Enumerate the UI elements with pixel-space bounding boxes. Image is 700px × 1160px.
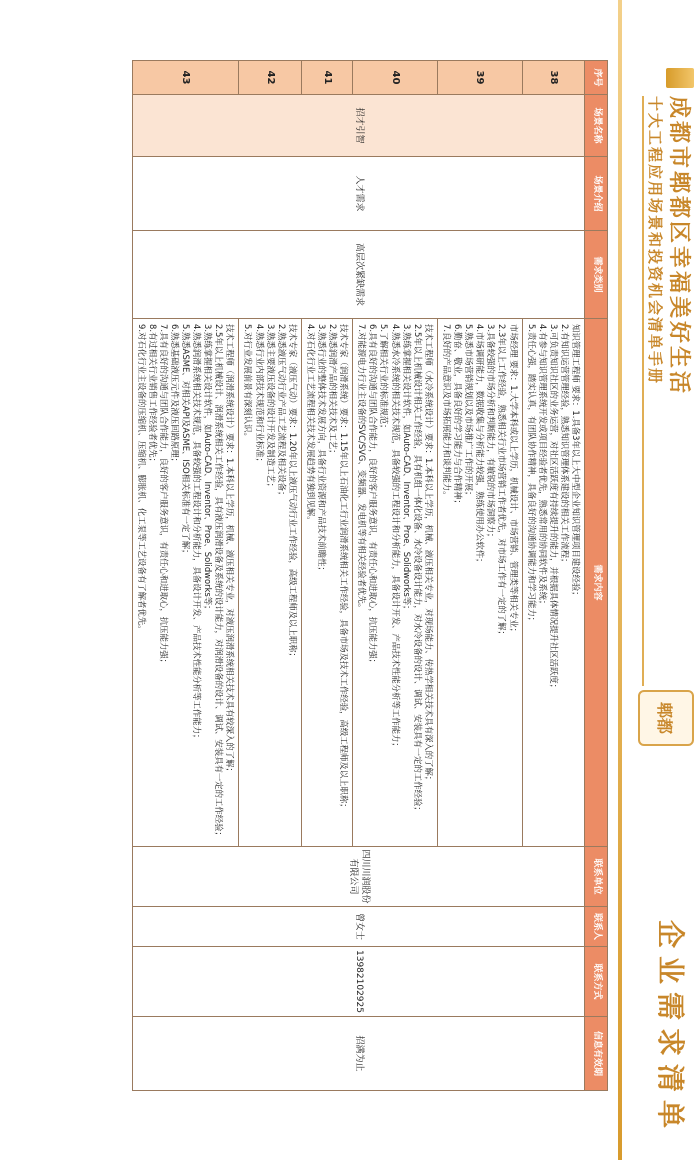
requirement-line: 技术专家（润滑系统）要求：1.15年以上石油化工行业润滑系统相关工作经验，具备市场及技术工作经验，高级工程师及以上职称； bbox=[339, 324, 350, 812]
row-number: 39 bbox=[437, 61, 522, 95]
requirement-line: 2.有知识运营管理经验，熟悉知识管理体系建设的相关工作流程； bbox=[559, 324, 570, 567]
section-title: 企业需求清单 bbox=[654, 919, 687, 1136]
table-header-row bbox=[585, 61, 608, 1091]
requirement-line: 6.具有良好的沟通与团队合作能力，良好的客户服务意识，有责任心和进取心，抗压能力强； bbox=[368, 324, 379, 667]
demand-table bbox=[132, 60, 608, 1091]
requirement-cell bbox=[522, 319, 584, 847]
requirement-line: 5.了解相关行业的标准规范； bbox=[379, 324, 390, 433]
requirement-line: 3.熟悉主要液压设备的设计开发及制造工艺； bbox=[265, 324, 276, 492]
requirement-cell bbox=[239, 319, 301, 847]
requirement-line: 5.熟悉市场营销规划以及市场推广工作的开展； bbox=[464, 324, 475, 500]
bookmark-icon bbox=[666, 68, 694, 88]
requirement-line: 4.熟悉润滑系统相关技术规范，具备较强的工程设计和分析能力，具备设计开发、产品技术性能分析等工作能力； bbox=[192, 324, 203, 743]
requirement-line: 9.对石化行业主设备的压缩机、压缩机、膨胀机、化工泵等工艺设备有了解者优先。 bbox=[136, 324, 147, 634]
title-underline bbox=[642, 96, 644, 686]
row-number: 41 bbox=[301, 61, 352, 95]
requirement-line: 3.可负责知识社区的业务运营，对社区活跃度有持续提升的能力，并根据具体情况提升社区活跃度； bbox=[548, 324, 559, 693]
requirement-cell bbox=[437, 319, 522, 847]
requirement-line: 6.勤奋、敬业，具备良好的学习能力与合作精神； bbox=[453, 324, 464, 508]
requirement-line: 7.对能源电力行业主设备的SVC/SVG、变频器、发电机等有相关经验者优先。 bbox=[357, 324, 368, 613]
brand-badge bbox=[638, 690, 694, 746]
contact-cell: 曾女士 bbox=[132, 907, 584, 947]
row-number: 38 bbox=[522, 61, 584, 95]
page-subtitle: 十大工程应用场景和投资机会清单手册 bbox=[646, 96, 664, 386]
page-title: 成都市郫都区幸福美好生活 bbox=[666, 96, 691, 397]
row-number: 40 bbox=[353, 61, 438, 95]
requirement-line: 5.对行业发展前景有深刻认识。 bbox=[243, 324, 254, 441]
requirement-line: 市场经理 要求：1.大学本科或以上学历，机械设计、市场营销、管理类等相关专业； bbox=[508, 324, 519, 637]
requirement-line: 3.熟练掌握相关设计软件，如Auto-CAD、Inventor、Proe、Solidworks等； bbox=[401, 324, 412, 614]
category-cell: 高层次紧缺需求 bbox=[132, 231, 584, 319]
col-header-content: 需求内容 bbox=[585, 319, 608, 847]
requirement-line: 技术工程师（水冷系统设计）要求：1.本科以上学历，机械、液压相关专业，对现场能力、传热学相关技术具有深入的了解； bbox=[423, 324, 434, 785]
requirement-line: 4.有参与知识管理系统开发或项目经验者优先，熟悉常用的协同软件及系统； bbox=[537, 324, 548, 609]
requirement-line: 3.具备较强的市场分析和判断能力，有敏锐的市场洞察力； bbox=[486, 324, 497, 542]
requirement-line: 4.市场调研能力，数据收集与分析能力较强，熟练使用办公软件； bbox=[475, 324, 486, 567]
requirement-line: 5.熟悉ASME、对相关API及ASME、ISO相关标准有一定了解； bbox=[181, 324, 191, 558]
requirement-line: 7.具有良好的沟通与团队合作能力，良好的客户服务意识，有责任心和进取心，抗压能力强； bbox=[158, 324, 169, 667]
requirement-line: 知识管理工程师 要求：1.具备3年以上大中型企业知识管理项目建设经验； bbox=[571, 324, 581, 600]
requirement-line: 2.熟悉液压气动行业产品工艺流程及相关设备； bbox=[276, 324, 287, 500]
row-number: 42 bbox=[239, 61, 301, 95]
requirement-line: 3.熟练掌握相关设计软件，如Auto-CAD、Inventor、Proe、Solidworks等； bbox=[203, 324, 214, 614]
unit-cell: 四川川润股份有限公司 bbox=[132, 847, 584, 907]
page-header bbox=[612, 0, 700, 1160]
col-header-unit: 联系单位 bbox=[585, 847, 608, 907]
requirement-line: 2.5年以上机械设计、润滑系统相关工作经验，具有液压润滑设备及系统的设计能力，对润滑设备的设计、调试、安装具有一定的工作经验； bbox=[214, 324, 225, 840]
requirement-line: 4.熟悉行业内部技术规范和行业标准； bbox=[254, 324, 265, 466]
requirement-line: 技术工程师（润滑系统设计）要求：1.本科以上学历，机械、液压相关专业，对液压润滑系统相关技术具有较深入的了解； bbox=[225, 324, 236, 776]
badge-text: 郫都 bbox=[655, 701, 675, 734]
valid-cell: 招满为止 bbox=[132, 1017, 584, 1091]
phone-cell: 13982102925 bbox=[132, 947, 584, 1017]
requirement-line: 2.5年以上机械设计相关工作经验，具有机组一体化设备、水冷设备设计能力，对水冷设备的设计、调试、安装具有一定的工作经验； bbox=[412, 324, 423, 815]
requirement-line: 6.熟悉基础液压元件及液压回路原理； bbox=[169, 324, 180, 466]
requirement-cell bbox=[353, 319, 438, 847]
col-header-scene-name: 场景名称 bbox=[585, 95, 608, 157]
requirement-line: 8.有过相关行业销售工作经验者优先； bbox=[147, 324, 158, 466]
requirement-line: 4.熟悉水冷系统的相关技术规范，具备较强的工程设计和分析能力，具备设计开发、产品技术性能分析等工作能力； bbox=[390, 324, 401, 751]
scene-intro-cell: 人才需求 bbox=[132, 157, 584, 231]
col-header-contact: 联系人 bbox=[585, 907, 608, 947]
requirement-line: 2.3年以上工作经验，熟悉相关行业市场营销工作者优先，对市场工作有一定的了解； bbox=[497, 324, 508, 639]
scene-name-cell: 招才引智 bbox=[132, 95, 584, 157]
col-header-scene-intro: 场景介绍 bbox=[585, 157, 608, 231]
requirement-cell bbox=[301, 319, 352, 847]
col-header-category: 需求类别 bbox=[585, 231, 608, 319]
requirement-line: 7.良好的产品意识及市场拓展能力和谈判能力。 bbox=[441, 324, 452, 500]
col-header-valid: 信息有效期 bbox=[585, 1017, 608, 1091]
col-header-phone: 联系方式 bbox=[585, 947, 608, 1017]
header-divider bbox=[618, 0, 622, 1160]
requirement-line: 5.责任心强，踏实认真，有团队协作精神，具备良好的沟通协调能力和学习能力； bbox=[526, 324, 537, 626]
requirement-cell bbox=[132, 319, 239, 847]
col-header-no: 序号 bbox=[585, 61, 608, 95]
requirement-line: 4.对石化行业工艺流程相关技术发展趋势有独到见解。 bbox=[305, 324, 316, 525]
table-row bbox=[522, 61, 584, 1091]
row-number: 43 bbox=[132, 61, 239, 95]
requirement-line: 2.熟悉润滑产品的相关技术及工艺； bbox=[328, 324, 339, 458]
requirement-line: 3.熟悉行业的整体技术发展方向，具备行业资源和产品技术前瞻性； bbox=[317, 324, 328, 575]
requirement-line: 技术专家（液压气动）要求：1.20年以上液压气动行业工作经验，高级工程师及以上职称； bbox=[287, 324, 298, 661]
